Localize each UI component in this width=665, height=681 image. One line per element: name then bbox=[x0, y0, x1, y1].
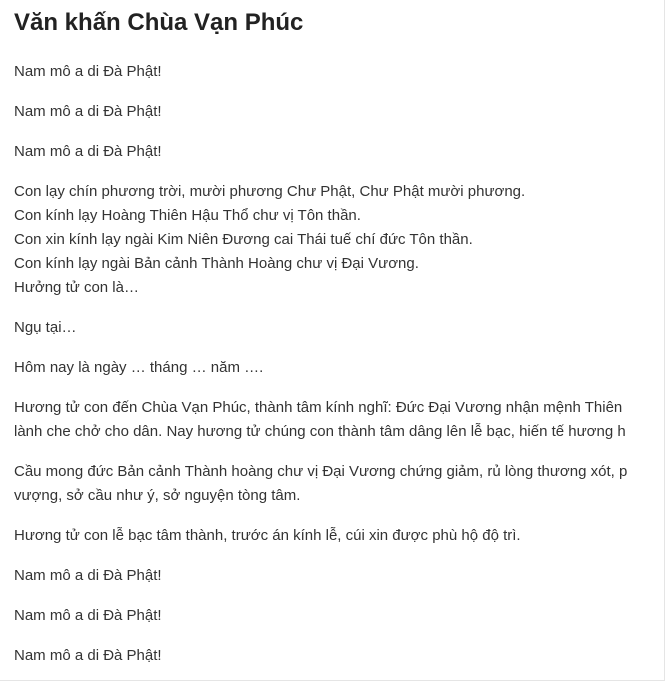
line: Hương tử con đến Chùa Vạn Phúc, thành tâm kính nghĩ: Đức Đại Vương nhận mệnh Thiên bbox=[14, 399, 623, 416]
line: Hương tử con lễ bạc tâm thành, trước án kính lễ, cúi xin được phù hộ độ trì. bbox=[14, 527, 521, 544]
paragraph-namo-1 bbox=[14, 60, 665, 84]
paragraph-namo-6 bbox=[14, 644, 665, 668]
line: Hưởng tử con là… bbox=[14, 279, 139, 296]
line: Con lạy chín phương trời, mười phương Chư Phật, Chư Phật mười phương. bbox=[14, 183, 526, 200]
article bbox=[14, 0, 665, 668]
paragraph-closing bbox=[14, 524, 665, 548]
paragraph-namo-3 bbox=[14, 140, 665, 164]
line: Ngụ tại… bbox=[14, 319, 77, 336]
paragraph-namo-4 bbox=[14, 564, 665, 588]
line: vượng, sở cầu như ý, sở nguyện tòng tâm. bbox=[14, 487, 301, 504]
line: Nam mô a di Đà Phật! bbox=[14, 143, 162, 160]
line: Con kính lạy Hoàng Thiên Hậu Thổ chư vị Tôn thần. bbox=[14, 207, 361, 224]
line: Con xin kính lạy ngài Kim Niên Đương cai Thái tuế chí đức Tôn thần. bbox=[14, 231, 473, 248]
line: Cầu mong đức Bản cảnh Thành hoàng chư vị Đại Vương chứng giảm, rủ lòng thương xót, p bbox=[14, 463, 628, 480]
paragraph-offering bbox=[14, 396, 665, 444]
line: Nam mô a di Đà Phật! bbox=[14, 607, 162, 624]
line: lành che chở cho dân. Nay hương tử chúng con thành tâm dâng lên lễ bạc, hiến tế hương h bbox=[14, 423, 626, 440]
line: Hôm nay là ngày … tháng … năm …. bbox=[14, 359, 264, 376]
paragraph-prayer bbox=[14, 460, 665, 508]
paragraph-date bbox=[14, 356, 665, 380]
paragraph-namo-5 bbox=[14, 604, 665, 628]
line: Nam mô a di Đà Phật! bbox=[14, 103, 162, 120]
line: Nam mô a di Đà Phật! bbox=[14, 63, 162, 80]
line: Nam mô a di Đà Phật! bbox=[14, 647, 162, 664]
line: Nam mô a di Đà Phật! bbox=[14, 567, 162, 584]
line: Con kính lạy ngài Bản cảnh Thành Hoàng chư vị Đại Vương. bbox=[14, 255, 419, 272]
article-title: Văn khấn Chùa Vạn Phúc bbox=[14, 9, 304, 36]
paragraph-namo-2 bbox=[14, 100, 665, 124]
paragraph-address bbox=[14, 316, 665, 340]
paragraph-invocation bbox=[14, 180, 665, 300]
